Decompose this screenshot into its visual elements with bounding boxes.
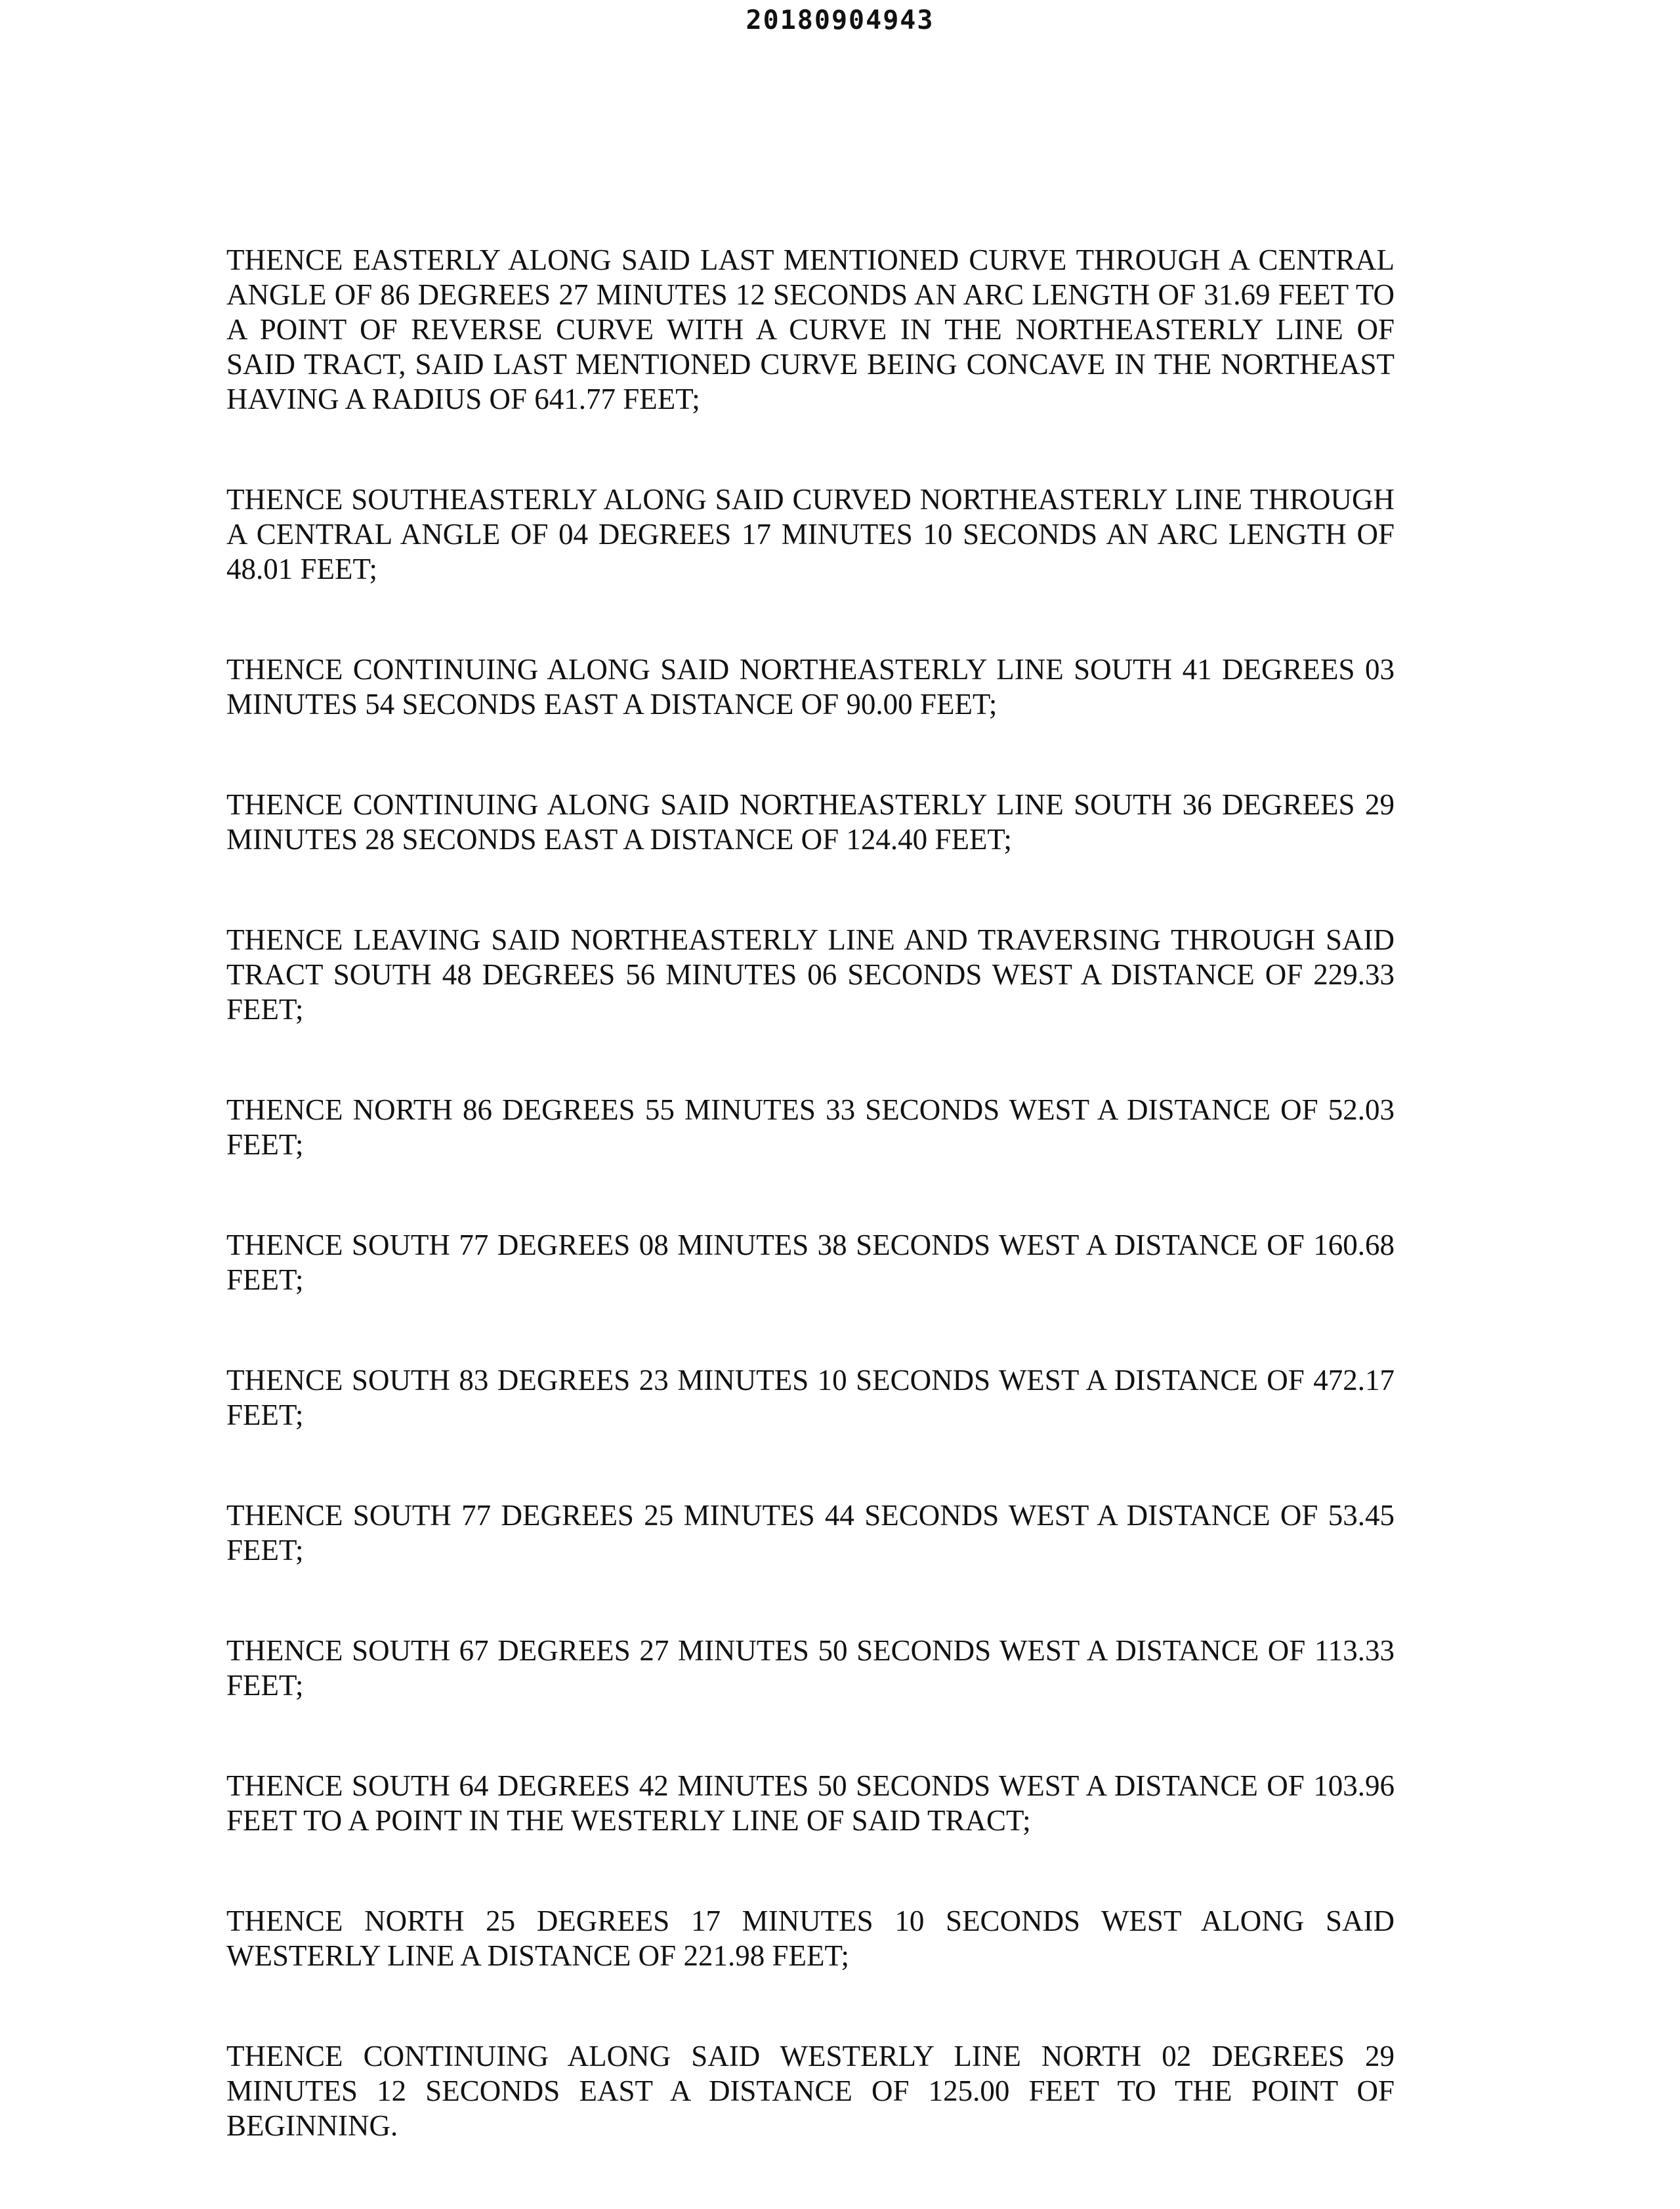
course-paragraph: THENCE SOUTHEASTERLY ALONG SAID CURVED NORTHEASTERLY LINE THROUGH A CENTRAL ANGLE OF 04 DEGREES 17 MINUTES 10 SECONDS AN ARC LENGTH OF 48.01 FEET; [226,483,1395,585]
course-paragraph: THENCE SOUTH 83 DEGREES 23 MINUTES 10 SECONDS WEST A DISTANCE OF 472.17 FEET; [226,1364,1395,1431]
legal-description [226,243,1395,2209]
course-paragraph: THENCE SOUTH 77 DEGREES 25 MINUTES 44 SECONDS WEST A DISTANCE OF 53.45 FEET; [226,1499,1395,1567]
course-paragraph: THENCE SOUTH 77 DEGREES 08 MINUTES 38 SECONDS WEST A DISTANCE OF 160.68 FEET; [226,1229,1395,1296]
course-paragraph: THENCE SOUTH 67 DEGREES 27 MINUTES 50 SECONDS WEST A DISTANCE OF 113.33 FEET; [226,1634,1395,1702]
document-number: 20180904943 [746,5,934,35]
course-paragraph: THENCE SOUTH 64 DEGREES 42 MINUTES 50 SECONDS WEST A DISTANCE OF 103.96 FEET TO A POINT IN THE WESTERLY LINE OF SAID TRACT; [226,1769,1395,1837]
course-paragraph: THENCE NORTH 86 DEGREES 55 MINUTES 33 SECONDS WEST A DISTANCE OF 52.03 FEET; [226,1093,1395,1161]
course-paragraph: THENCE LEAVING SAID NORTHEASTERLY LINE AND TRAVERSING THROUGH SAID TRACT SOUTH 48 DEGREES 56 MINUTES 06 SECONDS WEST A DISTANCE OF 229.33 FEET; [226,923,1395,1026]
course-paragraph: THENCE NORTH 25 DEGREES 17 MINUTES 10 SECONDS WEST ALONG SAID WESTERLY LINE A DISTANCE OF 221.98 FEET; [226,1904,1395,1972]
course-paragraph: THENCE CONTINUING ALONG SAID NORTHEASTERLY LINE SOUTH 36 DEGREES 29 MINUTES 28 SECONDS EAST A DISTANCE OF 124.40 FEET; [226,788,1395,856]
course-paragraph: THENCE CONTINUING ALONG SAID WESTERLY LINE NORTH 02 DEGREES 29 MINUTES 12 SECONDS EAST A DISTANCE OF 125.00 FEET TO THE POINT OF BEGINNING. [226,2040,1395,2142]
course-paragraph: THENCE CONTINUING ALONG SAID NORTHEASTERLY LINE SOUTH 41 DEGREES 03 MINUTES 54 SECONDS EAST A DISTANCE OF 90.00 FEET; [226,653,1395,721]
course-paragraph: THENCE EASTERLY ALONG SAID LAST MENTIONED CURVE THROUGH A CENTRAL ANGLE OF 86 DEGREES 27 MINUTES 12 SECONDS AN ARC LENGTH OF 31.69 FEET TO A POINT OF REVERSE CURVE WITH A CURVE IN THE NORTHEASTERLY LINE OF SAID TRACT, SAID LAST MENTIONED CURVE BEING CONCAVE IN THE NORTHEAST HAVING A RADIUS OF 641.77 FEET; [226,243,1395,415]
